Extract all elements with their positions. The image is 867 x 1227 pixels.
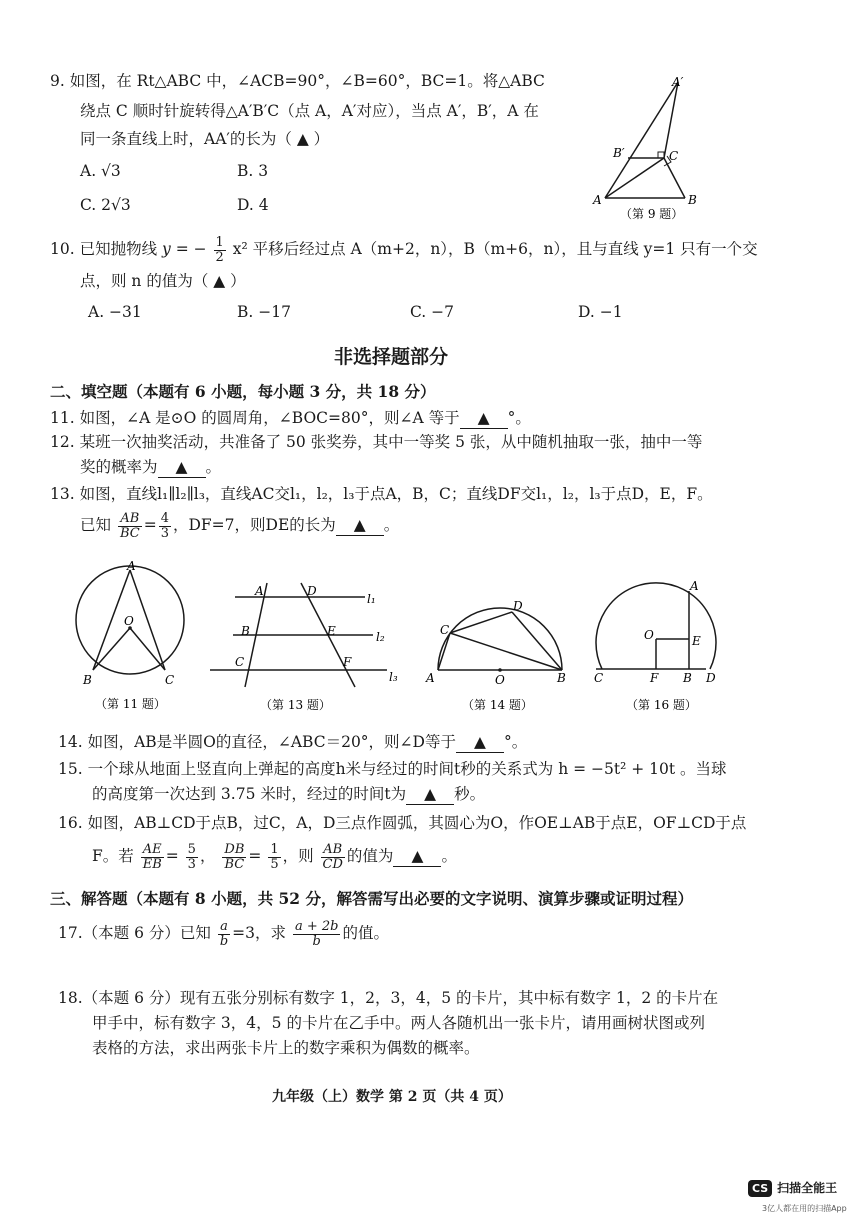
figure-q13	[205, 575, 405, 720]
fig14-label-d: D	[513, 599, 523, 613]
scanner-logo: CS	[748, 1180, 772, 1197]
fig9-label-b: B	[688, 193, 697, 207]
fig16-label-b: B	[683, 671, 692, 685]
fig13-label-d: D	[307, 584, 317, 598]
fig11-segment-ob	[93, 628, 130, 670]
figure-q14	[420, 590, 580, 720]
q13-frac1: $\frac{AB}{BC}$	[119, 511, 140, 541]
fig11-label-o: O	[124, 614, 134, 628]
fig14-label-b: B	[557, 671, 566, 685]
q17-frac-a2b-b: $\frac{a + 2b}{b}$	[294, 919, 339, 949]
q13-line2: 已知 $\frac{AB}{BC}$ = $\frac{4}{3}$ ，DF=7，则DE的长为 ▲ 。	[80, 511, 400, 541]
q10-option-b: B. −17	[237, 303, 291, 321]
fig16-label-a: A	[690, 579, 699, 593]
fig16-caption: （第 16 题）	[626, 698, 697, 712]
figure-q16	[588, 577, 728, 720]
q15-blank: ▲	[406, 785, 454, 805]
q16-frac-1-5: $\frac{1}{5}$	[270, 842, 279, 872]
scanner-watermark	[748, 1178, 837, 1197]
q10-fraction: $\frac{1}{2}$	[215, 235, 224, 265]
fig13-label-l3: l₃	[389, 670, 398, 684]
q13-frac2: $\frac{4}{3}$	[160, 511, 169, 541]
fig14-caption: （第 14 题）	[462, 698, 533, 712]
fig14-label-o: O	[495, 673, 505, 687]
fig14-label-c: C	[440, 623, 450, 637]
page-footer: 九年级（上）数学 第 2 页（共 4 页）	[272, 1089, 512, 1105]
fig11-label-b: B	[83, 673, 92, 687]
scanner-tagline: 3亿人都在用的扫描App	[762, 1204, 847, 1213]
fig9-caption: （第 9 题）	[620, 207, 684, 221]
fig13-label-f: F	[343, 655, 352, 669]
q16-line2: F。若 $\frac{AE}{EB}$ = $\frac{5}{3}$ ， $\frac{DB}{BC}$ = $\frac{1}{5}$ ，则 $\frac{AB}{CD}$ 的值为 ▲ 。	[92, 842, 457, 872]
fig11-caption: （第 11 题）	[95, 697, 166, 711]
q10-line2: 点，则 n 的值为（ ▲ ）	[80, 272, 246, 290]
q18-line1: 18.（本题 6 分）现有五张分别标有数字 1，2，3，4，5 的卡片，其中标有数字 1，2 的卡片在	[58, 989, 719, 1007]
section-title-nonchoice: 非选择题部分	[334, 346, 449, 368]
fig16-label-c: C	[594, 671, 604, 685]
q16-blank: ▲	[393, 847, 441, 867]
q17-frac-a-b: $\frac{a}{b}$	[219, 919, 229, 949]
q10-option-d: D. −1	[578, 303, 623, 321]
fig13-label-c: C	[235, 655, 245, 669]
q13-line1: 13. 如图，直线l₁∥l₂∥l₃，直线AC交l₁，l₂，l₃于点A，B，C；直线DF交l₁，l₂，l₃于点D，E，F。	[50, 485, 713, 503]
fig11-label-c: C	[165, 673, 175, 687]
scanner-name: 扫描全能王	[777, 1181, 838, 1195]
q12-line1: 12. 某班一次抽奖活动，共准备了 50 张奖券，其中一等奖 5 张，从中随机抽取一张，抽中一等	[50, 433, 703, 451]
fig16-label-o: O	[644, 628, 654, 642]
q10-line1	[50, 236, 758, 264]
figure-q11	[65, 560, 195, 720]
fig13-label-b: B	[241, 624, 250, 638]
q10-option-a: A. −31	[88, 303, 142, 321]
fig14-center-dot	[498, 668, 502, 672]
fig11-label-a: A	[127, 560, 136, 573]
fig14-segment-ac	[438, 633, 450, 670]
q10-pre: 10. 已知抛物线	[50, 240, 158, 259]
q16-frac-5-3: $\frac{5}{3}$	[187, 842, 196, 872]
fig13-caption: （第 13 题）	[260, 698, 331, 712]
fig9-label-c: C	[669, 149, 679, 163]
fig16-label-e: E	[692, 634, 701, 648]
fig16-label-d: D	[706, 671, 716, 685]
q10-post: x² 平移后经过点 A（m+2，n），B（m+6，n），且与直线 y=1 只有一个交	[232, 240, 758, 259]
section2-header: 二、填空题（本题有 6 小题，每小题 3 分，共 18 分）	[50, 382, 436, 401]
q9-option-c: C. 2√3	[80, 196, 131, 214]
q14: 14. 如图，AB是半圆O的直径，∠ABC＝20°，则∠D等于 ▲ °。	[58, 733, 528, 751]
q16-line1: 16. 如图，AB⊥CD于点B，过C，A，D三点作圆弧，其圆心为O，作OE⊥AB于点E，OF⊥CD于点	[58, 814, 747, 832]
q9-line2: 绕点 C 顺时针旋转得△A′B′C（点 A，A′对应），当点 A′，B′，A 在	[80, 102, 539, 120]
fig13-label-l2: l₂	[376, 630, 385, 644]
fig13-label-l1: l₁	[367, 592, 376, 606]
q9-option-a: A. √3	[80, 162, 121, 180]
fig13-label-e: E	[327, 624, 336, 638]
q11: 11. 如图，∠A 是⊙O 的圆周角，∠BOC=80°，则∠A 等于 ▲ °。	[50, 409, 531, 427]
q9-line3: 同一条直线上时，AA′的长为（ ▲ ）	[80, 130, 330, 148]
fig9-label-a: A	[593, 193, 602, 207]
q15-line2: 的高度第一次达到 3.75 米时，经过的时间t为 ▲ 秒。	[92, 785, 486, 803]
q11-blank: ▲	[460, 409, 508, 429]
q13-blank: ▲	[336, 516, 384, 536]
q18-line3: 表格的方法，求出两张卡片上的数字乘积为偶数的概率。	[92, 1039, 480, 1057]
q18-line2: 甲手中，标有数字 3，4，5 的卡片在乙手中。两人各随机出一张卡片，请用画树状图或列	[92, 1014, 705, 1032]
q17: 17.（本题 6 分）已知 $\frac{a}{b}$ =3，求 $\frac{a + 2b}{b}$ 的值。	[58, 919, 389, 949]
q12-line2: 奖的概率为 ▲ 。	[80, 458, 222, 476]
q15-line1: 15. 一个球从地面上竖直向上弹起的高度h米与经过的时间t秒的关系式为 h = −5t² + 10t 。当球	[58, 760, 727, 778]
q16-frac-ae-eb: $\frac{AE}{EB}$	[142, 842, 162, 872]
fig9-label-b1: B′	[613, 146, 625, 160]
fig9-right-angle-mark	[658, 152, 664, 158]
figure-q9	[585, 70, 715, 230]
fig14-semicircle	[438, 608, 562, 670]
q16-frac-ab-cd: $\frac{AB}{CD}$	[322, 842, 343, 872]
fig9-segment-a-c	[605, 158, 664, 198]
fig13-label-a: A	[255, 584, 264, 598]
fig11-segment-ac	[130, 570, 165, 670]
q9-option-d: D. 4	[237, 196, 269, 214]
section3-header: 三、解答题（本题有 8 小题，共 52 分，解答需写出必要的文字说明、演算步骤或证明过程）	[50, 889, 693, 908]
fig16-label-f: F	[650, 671, 659, 685]
q9-option-b: B. 3	[237, 162, 269, 180]
q16-frac-db-bc: $\frac{DB}{BC}$	[224, 842, 245, 872]
fig14-label-a: A	[426, 671, 435, 685]
q12-blank: ▲	[158, 458, 206, 478]
q14-blank: ▲	[456, 733, 504, 753]
q10-option-c: C. −7	[410, 303, 455, 321]
fig11-segment-oc	[130, 628, 165, 670]
q9-line1: 9. 如图，在 Rt△ABC 中，∠ACB=90°，∠B=60°，BC=1。将△ABC	[50, 72, 545, 90]
q10-y-eq: y = −	[162, 240, 207, 259]
fig9-label-a1: A′	[672, 75, 684, 89]
